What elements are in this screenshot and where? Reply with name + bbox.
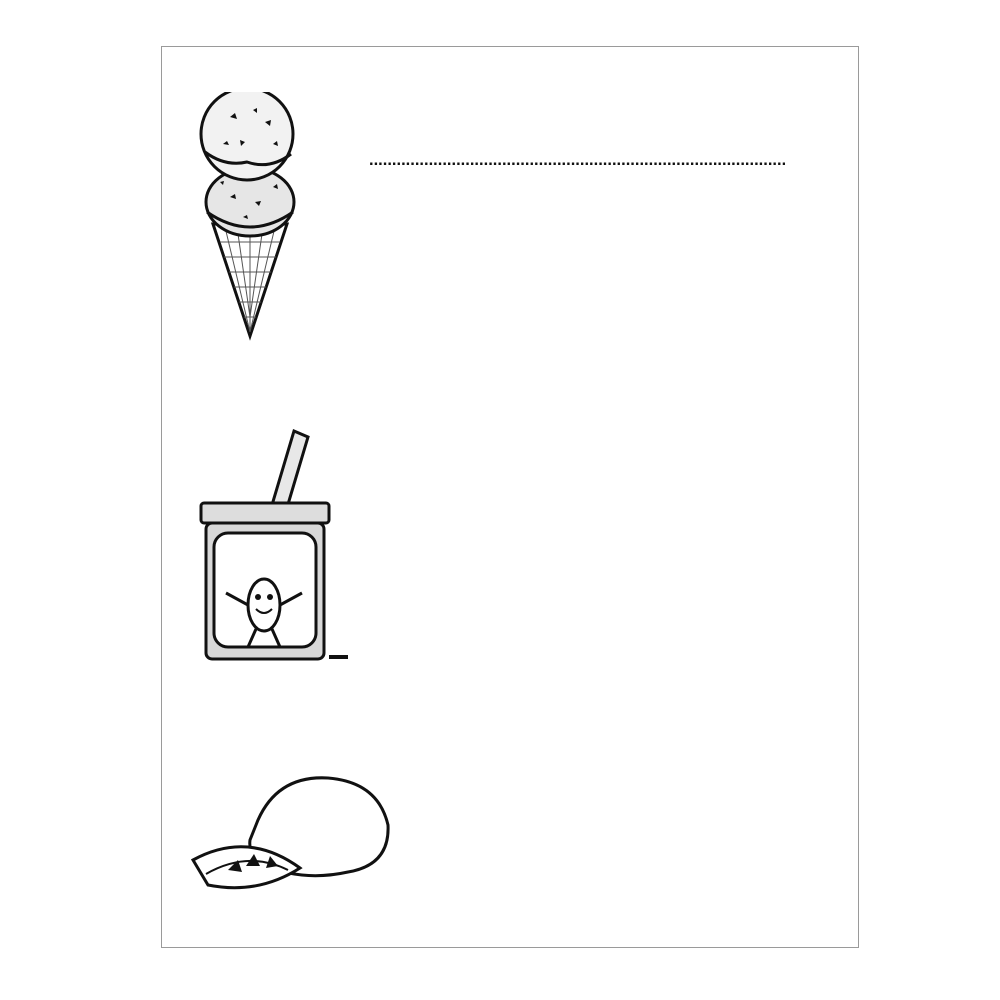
peanut-butter-jar-icon <box>196 425 356 665</box>
lemon-icon <box>188 770 398 910</box>
section-heading <box>367 148 787 172</box>
ice-cream-cone-icon <box>195 92 305 342</box>
table-of-contents <box>395 128 787 172</box>
dot-leader <box>369 148 785 172</box>
